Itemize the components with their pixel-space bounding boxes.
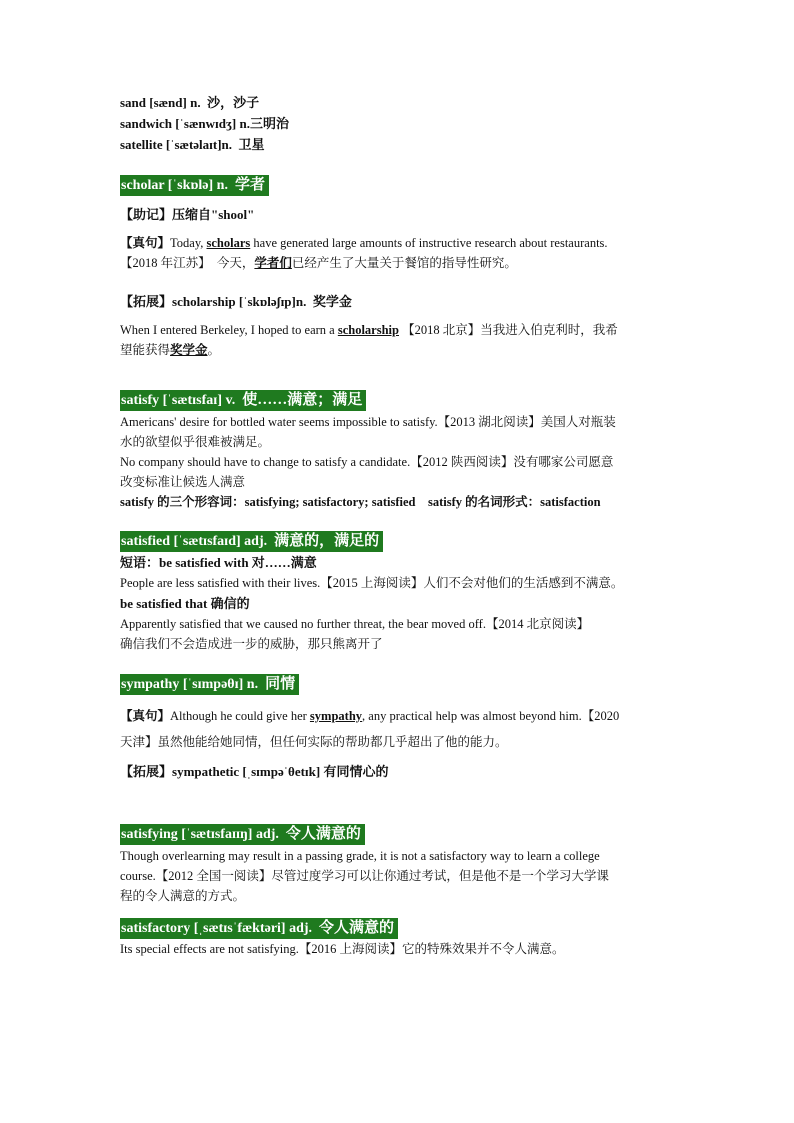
headword-scholar: scholar [ˈskɒlə] n. 学者: [120, 175, 676, 196]
headword-sympathy: sympathy [ˈsɪmpəθɪ] n. 同情: [120, 674, 676, 695]
word-entry-sand: sand [sænd] n. 沙，沙子: [120, 95, 260, 110]
example-satisfy-2: No company should have to change to satisfy a candidate.【2012 陕西阅读】没有哪家公司愿意 改变标准让候选人满意: [120, 455, 614, 489]
vocabulary-content: [120, 92, 676, 959]
example-satisfy-1: Americans' desire for bottled water seems impossible to satisfy.【2013 湖北阅读】美国人对瓶装 水的欲望似乎很难被满足。: [120, 415, 616, 449]
word-entry-sandwich: sandwich [ˈsænwɪdʒ] n.三明治: [120, 116, 289, 131]
example-scholar: 【真句】Today, scholars have generated large amounts of instructive research about restaurants. 【2018 年江苏】 今天，学者们已经产生了大量关于餐馆的指导性研究。: [120, 236, 608, 270]
example-scholarship: When I entered Berkeley, I hoped to earn a scholarship 【2018 北京】当我进入伯克利时，我希 望能获得奖学金。: [120, 323, 618, 357]
example-satisfied-1: People are less satisfied with their lives.【2015 上海阅读】人们不会对他们的生活感到不满意。: [120, 576, 624, 590]
example-satisfied-2: Apparently satisfied that we caused no further threat, the bear moved off.【2014 北京阅读】 确信我们不会造成进一步的威胁，那只熊离开了: [120, 617, 590, 651]
phrase-satisfied-with: 短语：be satisfied with 对……满意: [120, 555, 317, 570]
extension-sympathetic: 【拓展】sympathetic [ˌsɪmpəˈθetɪk] 有同情心的: [120, 764, 389, 779]
word-entry-satellite: satellite [ˈsætəlaɪt]n. 卫星: [120, 137, 265, 152]
example-sympathy: 【真句】Although he could give her sympathy, any practical help was almost beyond him.【2020 天津】虽然他能给她同情，但任何实际的帮助都几乎超出了他的能力。: [120, 709, 620, 749]
example-satisfying: Though overlearning may result in a passing grade, it is not a satisfactory way to learn a college course.【2012 全国一阅读】尽管过度学习可以让你通过考试，但是他不是一个学习大学课 程的令人满意的方式。: [120, 849, 609, 903]
headword-satisfy: satisfy [ˈsætɪsfaɪ] v. 使……满意；满足: [120, 390, 676, 411]
headword-satisfied: satisfied [ˈsætɪsfaɪd] adj. 满意的，满足的: [120, 531, 676, 552]
extension-scholarship: 【拓展】scholarship [ˈskɒləʃɪp]n. 奖学金: [120, 294, 352, 309]
example-satisfactory: Its special effects are not satisfying.【2016 上海阅读】它的特殊效果并不令人满意。: [120, 942, 565, 956]
satisfy-forms: satisfy 的三个形容词：satisfying; satisfactory; satisfied satisfy 的名词形式：satisfaction: [120, 495, 601, 509]
mnemonic-line: 【助记】压缩自"shool": [120, 207, 255, 222]
headword-satisfying: satisfying [ˈsætɪsfaɪɪŋ] adj. 令人满意的: [120, 824, 676, 845]
headword-satisfactory: satisfactory [ˌsætɪsˈfæktəri] adj. 令人满意的: [120, 918, 676, 939]
phrase-satisfied-that: be satisfied that 确信的: [120, 596, 250, 611]
